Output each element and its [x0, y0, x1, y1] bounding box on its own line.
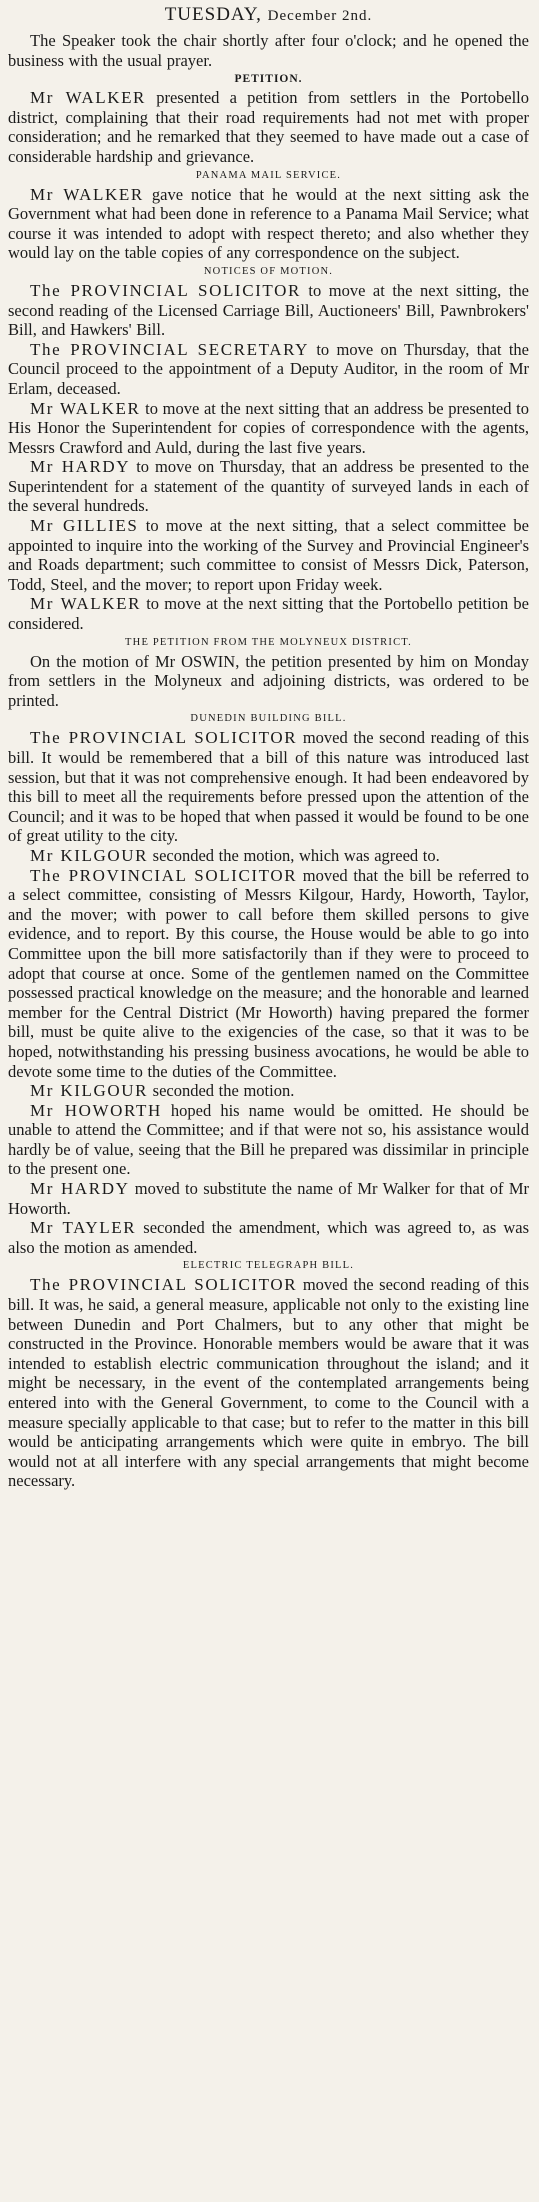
paragraph-text: to move at the next sitting that an address be presented to His Honor the Superintendent for copies of correspondence with the agents, Messrs Crawford and Auld, during the last five years. — [8, 398, 529, 457]
paragraph — [8, 457, 529, 516]
report-section — [8, 263, 529, 634]
paragraph-text: to move on Thursday, that an address be presented to the Superintendent for a statement of the quantity of surveyed lands in each of the several hundreds. — [8, 457, 529, 516]
paragraph — [8, 88, 529, 166]
speaker-name: Mr KILGOUR — [30, 1081, 149, 1101]
paragraph-text: to move at the next sitting, the second reading of the Licensed Carriage Bill, Auctioneers' Bill, Pawnbrokers' Bill, and Hawkers' Bill. — [8, 280, 529, 340]
speaker-name: Mr WALKER — [30, 398, 141, 418]
paragraph — [8, 846, 529, 866]
paragraph-text: On the motion of Mr OSWIN, the petition presented by him on Monday from settlers in the Molyneux and adjoining districts, was ordered to be printed. — [8, 651, 529, 710]
paragraph-text: moved the second reading of this bill. It would be remembered that a bill of this nature was introduced last session, but that it was not comprehensive enough. It had been endeavored by this bill to meet all the requirements before pressed upon the attention of the Council; and it was to be hoped that when passed it would be found to be one of great utility to the city. — [8, 728, 529, 846]
section-heading: PETITION. — [234, 73, 303, 86]
report-section — [8, 710, 529, 1257]
speaker-name: Mr WALKER — [30, 88, 147, 108]
speaker-name: Mr HARDY — [30, 1179, 130, 1199]
speaker-name: Mr WALKER — [30, 594, 142, 614]
paragraph-text: to move on Thursday, that the Council proceed to the appointment of a Deputy Auditor, in the room of Mr Erlam, deceased. — [8, 339, 529, 398]
paragraph — [8, 728, 529, 846]
speaker-name: The PROVINCIAL SOLICITOR — [30, 728, 298, 748]
paragraph — [8, 281, 529, 340]
paragraph — [8, 1218, 529, 1257]
paragraph — [8, 1101, 529, 1179]
section-heading: DUNEDIN BUILDING BILL. — [190, 713, 347, 725]
speaker-name: Mr GILLIES — [30, 516, 139, 536]
paragraph-text: seconded the motion. — [148, 1081, 295, 1101]
paragraph-text: presented a petition from settlers in the Portobello district, complaining that their road requirements had not met with proper consideration; and he remarked that they seemed to have made out a case of considerable hardship and grievance. — [8, 88, 529, 166]
report-section — [8, 1257, 529, 1491]
speaker-name: Mr HOWORTH — [30, 1100, 162, 1120]
paragraph — [8, 31, 529, 70]
speaker-name: The PROVINCIAL SECRETARY — [30, 339, 309, 359]
paragraph-text: to move at the next sitting that the Portobello petition be considered. — [8, 594, 529, 634]
report-section — [8, 70, 529, 166]
paragraph — [8, 399, 529, 458]
section-heading: NOTICES OF MOTION. — [203, 265, 334, 277]
section-heading: PANAMA MAIL SERVICE. — [195, 169, 342, 181]
paragraph-text: hoped his name would be omitted. He should be unable to attend the Committee; and if that were not so, his assistance would hardly be of value, seeing that the Bill he prepared was dissimilar in principle to the present one. — [8, 1100, 529, 1179]
speaker-name: Mr HARDY — [30, 457, 131, 477]
paragraph-text: The Speaker took the chair shortly after four o'clock; and he opened the business with the usual prayer. — [8, 31, 529, 70]
article-body — [8, 31, 529, 1491]
paragraph-text: seconded the amendment, which was agreed to, as was also the motion as amended. — [8, 1218, 529, 1257]
paragraph — [8, 1179, 529, 1218]
speaker-name: Mr WALKER — [30, 184, 144, 204]
speaker-name: The PROVINCIAL SOLICITOR — [30, 1275, 298, 1295]
paragraph — [8, 866, 529, 1082]
paragraph-text: moved that the bill be referred to a select committee, consisting of Messrs Kilgour, Hardy, Howorth, Taylor, and the mover; with power to call before them skilled persons to give evidence, and to report. By this course, the House would be able to go into Committee upon the bill more satisfactorily than if they were to proceed to adopt that course at once. Some of the gentlemen named on the Committee possessed practical knowledge on the measure; and the honorable and learned member for the Central District (Mr Howorth) having prepared the former bill, must be quite alive to the exigencies of the case, so that it was to be hoped, notwithstanding his pressing business avocations, he would be able to devote some time to the duties of the Committee. — [8, 865, 529, 1081]
paragraph-text: to move at the next sitting, that a select committee be appointed to inquire into the working of the Survey and Provincial Engineer's and Roads department; such committee to consist of Messrs Dick, Paterson, Todd, Steel, and the mover; to report upon Friday week. — [8, 516, 529, 594]
report-section — [8, 167, 529, 263]
speaker-name: The PROVINCIAL SOLICITOR — [30, 865, 298, 885]
paragraph-text: seconded the motion, which was agreed to. — [148, 845, 440, 865]
date-small: December 2nd. — [267, 8, 373, 24]
paragraph — [8, 1081, 529, 1101]
speaker-name: The PROVINCIAL SOLICITOR — [30, 280, 301, 300]
paragraph-text: moved the second reading of this bill. It was, he said, a general measure, applicable not only to the existing line between Dunedin and Port Chalmers, but to any other that might be constructed in the Province. Honorable members would be aware that it was intended to establish electric communication throughout the island; and it might be necessary, in the event of the contemplated arrangements being entered into with the General Government, to come to the Council with a measure specially applicable to that case; but to refer to the matter in this bill would be anticipating arrangements which were quite in embryo. The bill would not at all interfere with any special arrangements that might become necessary. — [8, 1275, 529, 1491]
paragraph — [8, 1275, 529, 1491]
paragraph — [8, 340, 529, 399]
date-main: TUESDAY, — [164, 4, 268, 25]
speaker-name: Mr KILGOUR — [30, 845, 149, 865]
section-heading: ELECTRIC TELEGRAPH BILL. — [182, 1260, 355, 1272]
date-heading — [8, 2, 529, 29]
paragraph — [8, 594, 529, 633]
paragraph — [8, 652, 529, 711]
speaker-name: Mr TAYLER — [30, 1218, 137, 1238]
paragraph-text: gave notice that he would at the next sitting ask the Government what had been done in reference to a Panama Mail Service; what course it was intended to adopt with respect thereto; and also whether they would lay on the table copies of any correspondence on the subject. — [8, 184, 529, 263]
report-section — [8, 634, 529, 711]
paragraph — [8, 185, 529, 263]
section-heading: THE PETITION FROM THE MOLYNEUX DISTRICT. — [125, 636, 412, 648]
paragraph — [8, 516, 529, 594]
paragraph-text: moved to substitute the name of Mr Walker for that of Mr Howorth. — [8, 1179, 529, 1218]
report-section — [8, 31, 529, 70]
